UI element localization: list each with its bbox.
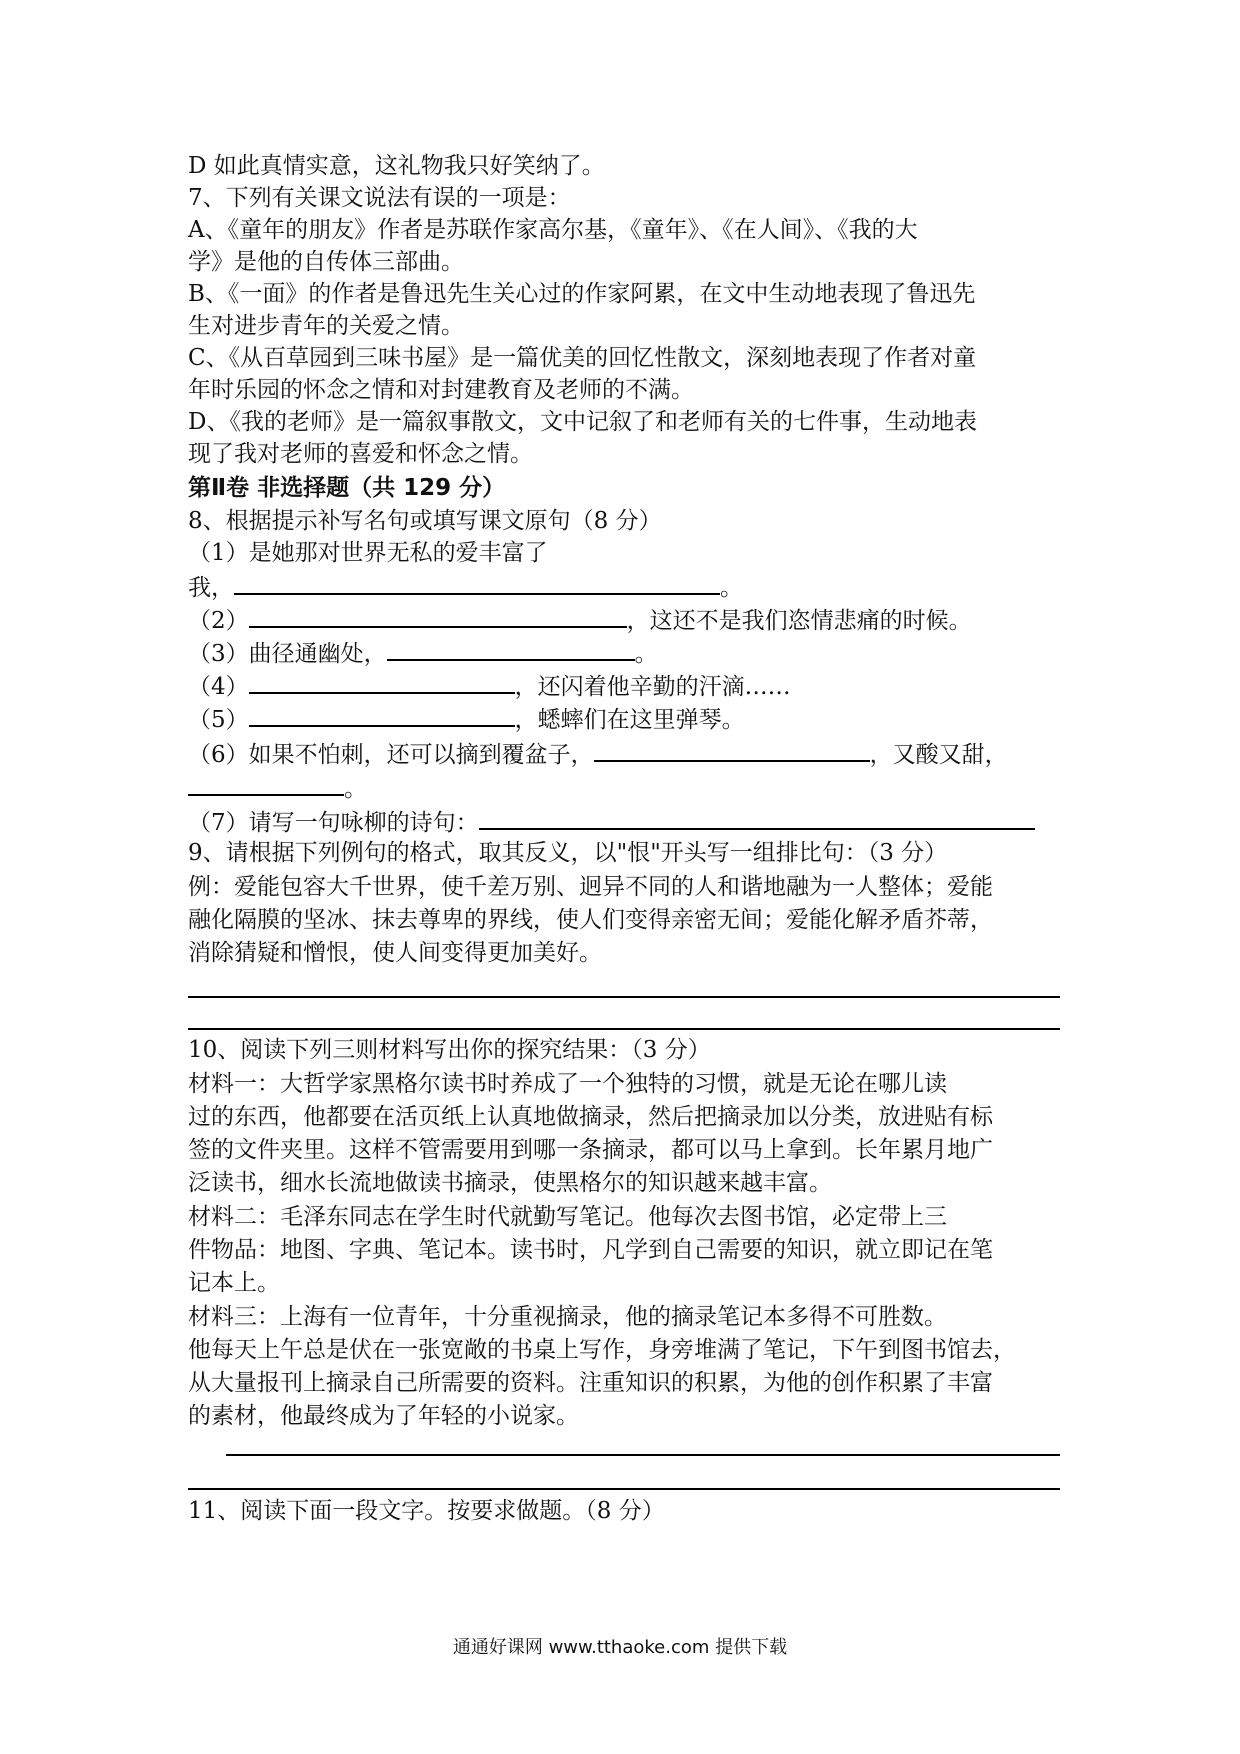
- section2-title: 第Ⅱ卷 非选择题（共 129 分）: [188, 475, 506, 501]
- q8-item3-prefix: （3）曲径通幽处，: [188, 641, 387, 667]
- q8-item1-end: 。: [720, 575, 743, 601]
- q8-item7: [188, 806, 1035, 839]
- q10-material1-line4: 泛读书，细水长流地做读书摘录，使黑格尔的知识越来越丰富。: [188, 1170, 832, 1196]
- q10-material1-line1: 材料一：大哲学家黑格尔读书时养成了一个独特的习惯，就是无论在哪儿读: [188, 1071, 947, 1097]
- q7-stem: 7、下列有关课文说法有误的一项是：: [188, 185, 571, 211]
- q11-stem: 11、阅读下面一段文字。按要求做题。（8 分）: [188, 1498, 665, 1524]
- q10-material2-line3: 记本上。: [188, 1270, 280, 1296]
- q9-answer-line1[interactable]: [188, 996, 1060, 998]
- q10-material3-line1: 材料三：上海有一位青年，十分重视摘录，他的摘录笔记本多得不可胜数。: [188, 1304, 947, 1330]
- q8-stem: 8、根据提示补写名句或填写课文原句（8 分）: [188, 508, 662, 534]
- q7-option-c-line1: C、《从百草园到三味书屋》是一篇优美的回忆性散文，深刻地表现了作者对童: [188, 345, 977, 371]
- q8-item5-prefix: （5）: [188, 707, 249, 733]
- q9-answer-line2[interactable]: [188, 1028, 1060, 1030]
- q8-item4-prefix: （4）: [188, 674, 249, 700]
- q10-material2-line1: 材料二：毛泽东同志在学生时代就勤写笔记。他每次去图书馆，必定带上三: [188, 1204, 947, 1230]
- q9-example-line1: 例：爱能包容大千世界，使千差万别、迥异不同的人和谐地融为一人整体；爱能: [188, 874, 993, 900]
- q8-item7-blank[interactable]: [479, 806, 1035, 830]
- q7-option-a-line2: 学》是他的自传体三部曲。: [188, 249, 464, 275]
- q7-option-c-line2: 年时乐园的怀念之情和对封建教育及老师的不满。: [188, 377, 694, 403]
- q6-option-d: D 如此真情实意，这礼物我只好笑纳了。: [188, 153, 605, 179]
- q8-item6: [188, 738, 1008, 771]
- q8-item3: [188, 637, 658, 670]
- q8-item4-blank[interactable]: [249, 670, 515, 694]
- q9-example-line3: 消除猜疑和憎恨，使人间变得更加美好。: [188, 940, 602, 966]
- q7-option-a-line1: A、《童年的朋友》作者是苏联作家高尔基，《童年》、《在人间》、《我的大: [188, 217, 918, 243]
- q8-item5-blank[interactable]: [249, 703, 515, 727]
- q7-option-b-line1: B、《一面》的作者是鲁迅先生关心过的作家阿累，在文中生动地表现了鲁迅先: [188, 281, 976, 307]
- footer-credit: 通通好课网 www.tthaoke.com 提供下载: [452, 1637, 788, 1658]
- q8-item6-end: 。: [344, 776, 367, 802]
- q9-stem: 9、请根据下列例句的格式，取其反义，以"恨"开头写一组排比句：（3 分）: [188, 840, 948, 866]
- q10-material3-line3: 从大量报刊上摘录自己所需要的资料。注重知识的积累，为他的创作积累了丰富: [188, 1370, 993, 1396]
- q10-material1-line3: 签的文件夹里。这样不管需要用到哪一条摘录，都可以马上拿到。长年累月地广: [188, 1137, 993, 1163]
- q8-item1-blank[interactable]: [234, 571, 720, 595]
- q8-item2-prefix: （2）: [188, 608, 249, 634]
- q8-item5: [188, 703, 745, 736]
- q8-item6-blank2[interactable]: [188, 772, 344, 796]
- q8-item6-continuation: [188, 772, 367, 805]
- q8-item3-blank[interactable]: [387, 637, 635, 661]
- q10-material1-line2: 过的东西，他都要在活页纸上认真地做摘录，然后把摘录加以分类，放进贴有标: [188, 1104, 993, 1130]
- q8-item6-suffix: ，又酸又甜，: [869, 742, 1008, 768]
- q7-option-b-line2: 生对进步青年的关爱之情。: [188, 313, 464, 339]
- q8-item2-blank[interactable]: [249, 604, 627, 628]
- q8-item1-prefix: 我，: [188, 575, 234, 601]
- q10-answer-line1[interactable]: [226, 1454, 1060, 1456]
- q10-stem: 10、阅读下列三则材料写出你的探究结果：（3 分）: [188, 1037, 711, 1063]
- q8-item6-prefix: （6）如果不怕刺，还可以摘到覆盆子，: [188, 742, 594, 768]
- q10-material2-line2: 件物品：地图、字典、笔记本。读书时，凡学到自己需要的知识，就立即记在笔: [188, 1237, 993, 1263]
- q8-item2-suffix: ，这还不是我们恣情悲痛的时候。: [626, 608, 972, 634]
- q10-material3-line4: 的素材，他最终成为了年轻的小说家。: [188, 1403, 579, 1429]
- q8-item7-prefix: （7）请写一句咏柳的诗句：: [188, 810, 479, 836]
- q8-item2: [188, 604, 972, 637]
- q8-item6-blank[interactable]: [594, 738, 870, 762]
- q10-material3-line2: 他每天上午总是伏在一张宽敞的书桌上写作，身旁堆满了笔记，下午到图书馆去，: [188, 1337, 1016, 1363]
- q8-item4-suffix: ，还闪着他辛勤的汗滴……: [514, 674, 791, 700]
- q10-answer-line2[interactable]: [188, 1488, 1060, 1490]
- q8-item1-answer-line: [188, 571, 743, 604]
- q7-option-d-line2: 现了我对老师的喜爱和怀念之情。: [188, 441, 533, 467]
- q7-option-d-line1: D、《我的老师》是一篇叙事散文，文中记叙了和老师有关的七件事，生动地表: [188, 409, 977, 435]
- q9-example-line2: 融化隔膜的坚冰、抹去尊卑的界线，使人们变得亲密无间；爱能化解矛盾芥蒂，: [188, 907, 993, 933]
- q8-item3-end: 。: [634, 641, 658, 667]
- q8-item1-prompt: （1）是她那对世界无私的爱丰富了: [188, 540, 548, 566]
- q8-item4: [188, 670, 791, 703]
- q8-item5-suffix: ，蟋蟀们在这里弹琴。: [514, 707, 745, 733]
